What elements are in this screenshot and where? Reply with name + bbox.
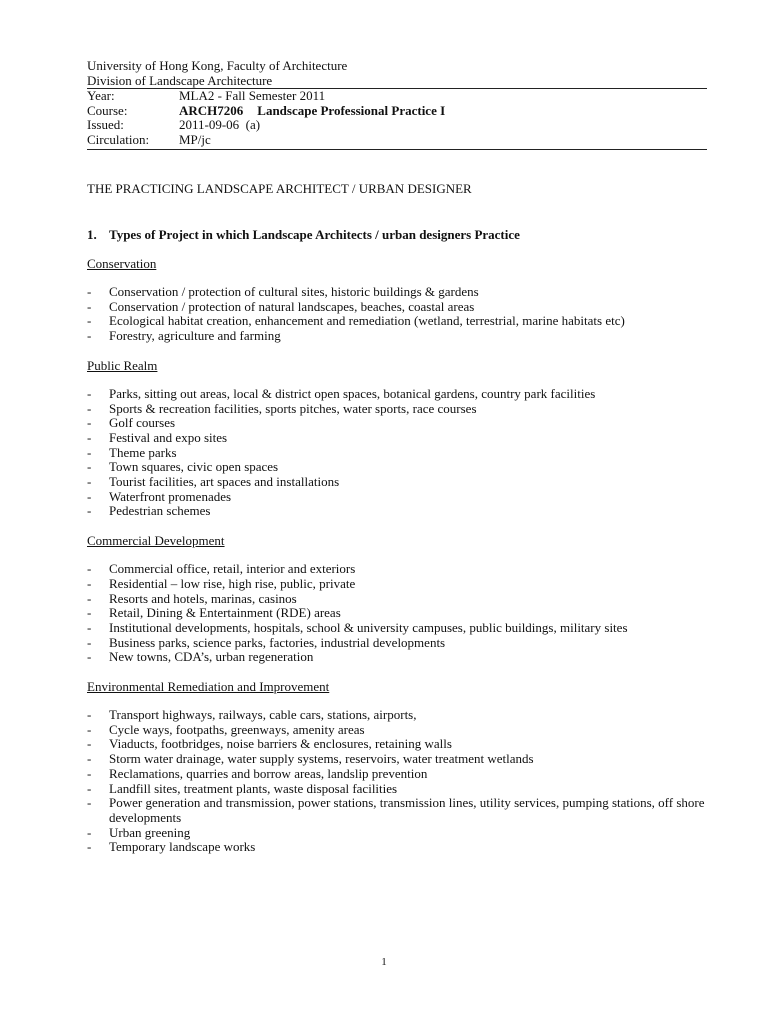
list-dash: -	[87, 839, 92, 855]
list-dash: -	[87, 298, 92, 314]
list-item	[87, 416, 707, 431]
list-item-text: Theme parks	[109, 444, 177, 460]
list-item	[87, 840, 707, 855]
list-item	[87, 606, 707, 621]
list-item	[87, 446, 707, 461]
year-label: Year:	[87, 88, 115, 103]
list-dash: -	[87, 429, 92, 445]
list-dash: -	[87, 824, 92, 840]
circulation-row	[87, 133, 707, 148]
list-item	[87, 752, 707, 767]
group-heading: Conservation	[87, 256, 157, 271]
group-heading: Public Realm	[87, 357, 158, 373]
circulation-value: MP/jc	[179, 131, 211, 147]
list-dash: -	[87, 385, 92, 401]
list-item-text: Viaducts, footbridges, noise barriers & enclosures, retaining walls	[109, 736, 452, 752]
project-type-groups	[87, 256, 707, 855]
list-item	[87, 767, 707, 782]
group-list	[87, 708, 707, 855]
list-dash: -	[87, 561, 92, 577]
list-item-text: Ecological habitat creation, enhancement and remediation (wetland, terrestrial, marine habitats etc)	[109, 313, 625, 329]
issued-label: Issued:	[87, 117, 124, 132]
list-item	[87, 329, 707, 344]
list-item	[87, 387, 707, 402]
list-item-text: Institutional developments, hospitals, school & university campuses, public buildings, military sites	[109, 619, 628, 635]
list-item	[87, 431, 707, 446]
list-item	[87, 723, 707, 738]
list-item	[87, 650, 707, 665]
list-item-text: Retail, Dining & Entertainment (RDE) areas	[109, 605, 341, 621]
list-item-text: Transport highways, railways, cable cars, stations, airports,	[109, 707, 417, 723]
list-dash: -	[87, 707, 92, 723]
year-row	[87, 89, 707, 104]
list-dash: -	[87, 575, 92, 591]
list-item	[87, 490, 707, 505]
list-dash: -	[87, 328, 92, 344]
list-item	[87, 300, 707, 315]
list-item	[87, 402, 707, 417]
list-item	[87, 737, 707, 752]
list-item-text: Tourist facilities, art spaces and installations	[109, 474, 340, 490]
list-item-text: Pedestrian schemes	[109, 503, 211, 519]
list-item-text: Waterfront promenades	[109, 488, 232, 504]
list-item-text: Cycle ways, footpaths, greenways, amenity areas	[109, 721, 365, 737]
list-item-text: Landfill sites, treatment plants, waste disposal facilities	[109, 780, 398, 796]
group-heading: Environmental Remediation and Improvement	[87, 679, 330, 695]
list-dash: -	[87, 736, 92, 752]
year-value: MLA2 - Fall Semester 2011	[179, 88, 326, 103]
list-item	[87, 285, 707, 300]
list-dash: -	[87, 415, 92, 431]
list-item-text: Resorts and hotels, marinas, casinos	[109, 590, 297, 606]
list-dash: -	[87, 459, 92, 475]
list-item	[87, 504, 707, 519]
list-dash: -	[87, 721, 92, 737]
list-dash: -	[87, 284, 92, 299]
group-list	[87, 387, 707, 519]
list-item-text: Commercial office, retail, interior and exteriors	[109, 561, 356, 577]
list-dash: -	[87, 400, 92, 416]
list-item	[87, 796, 707, 825]
list-dash: -	[87, 605, 92, 621]
list-dash: -	[87, 619, 92, 635]
course-title: Landscape Professional Practice I	[257, 102, 446, 118]
list-item	[87, 460, 707, 475]
institution-line: University of Hong Kong, Faculty of Architecture	[87, 58, 348, 73]
division-line: Division of Landscape Architecture	[87, 73, 273, 88]
issued-row	[87, 118, 707, 133]
group-list	[87, 562, 707, 665]
header-bottom-rule	[87, 149, 707, 150]
list-item-text: Storm water drainage, water supply systems, reservoirs, water treatment wetlands	[109, 751, 534, 767]
list-dash: -	[87, 649, 92, 665]
list-dash: -	[87, 474, 92, 490]
list-item-text: Festival and expo sites	[109, 429, 228, 445]
list-item	[87, 314, 707, 329]
list-item-text: Forestry, agriculture and farming	[109, 328, 281, 344]
section-heading	[87, 227, 707, 242]
document-page	[87, 58, 707, 855]
list-item	[87, 475, 707, 490]
list-dash: -	[87, 313, 92, 329]
list-item-text: Temporary landscape works	[109, 839, 256, 855]
list-item	[87, 782, 707, 797]
list-dash: -	[87, 634, 92, 650]
list-item	[87, 636, 707, 651]
list-item	[87, 708, 707, 723]
list-dash: -	[87, 488, 92, 504]
list-item-text: Town squares, civic open spaces	[109, 459, 279, 475]
list-dash: -	[87, 795, 92, 811]
group-list	[87, 285, 707, 344]
section-title: Types of Project in which Landscape Architects / urban designers Practice	[109, 227, 520, 242]
list-item-text: Urban greening	[109, 824, 191, 840]
list-item-text: Residential – low rise, high rise, public, private	[109, 575, 356, 591]
list-item-text: New towns, CDA’s, urban regeneration	[109, 649, 314, 665]
issued-value: 2011-09-06 (a)	[179, 117, 261, 132]
group-heading: Commercial Development	[87, 533, 225, 549]
list-item	[87, 562, 707, 577]
list-item-text: Reclamations, quarries and borrow areas, landslip prevention	[109, 765, 428, 781]
list-item	[87, 826, 707, 841]
list-item-text: Conservation / protection of cultural sites, historic buildings & gardens	[109, 284, 479, 299]
course-code: ARCH7206	[179, 102, 244, 118]
list-dash: -	[87, 503, 92, 519]
list-item-text: Golf courses	[109, 415, 176, 431]
list-dash: -	[87, 780, 92, 796]
list-dash: -	[87, 590, 92, 606]
circulation-label: Circulation:	[87, 131, 150, 147]
course-label: Course:	[87, 102, 128, 118]
document-title: THE PRACTICING LANDSCAPE ARCHITECT / URBAN DESIGNER	[87, 181, 472, 196]
list-dash: -	[87, 751, 92, 767]
course-value	[179, 104, 445, 119]
section-number: 1.	[87, 227, 97, 242]
course-row	[87, 104, 707, 119]
list-item	[87, 577, 707, 592]
list-item-text: Business parks, science parks, factories, industrial developments	[109, 634, 446, 650]
list-item-text: Parks, sitting out areas, local & district open spaces, botanical gardens, country park facilities	[109, 385, 596, 401]
list-item	[87, 592, 707, 607]
list-item	[87, 621, 707, 636]
page-number: 1	[381, 956, 387, 968]
list-dash: -	[87, 765, 92, 781]
list-item-text: Sports & recreation facilities, sports pitches, water sports, race courses	[109, 400, 477, 416]
list-item-text: Power generation and transmission, power stations, transmission lines, utility services, pumping stations, off shore developments	[109, 795, 705, 825]
list-dash: -	[87, 444, 92, 460]
list-item-text: Conservation / protection of natural landscapes, beaches, coastal areas	[109, 298, 475, 314]
